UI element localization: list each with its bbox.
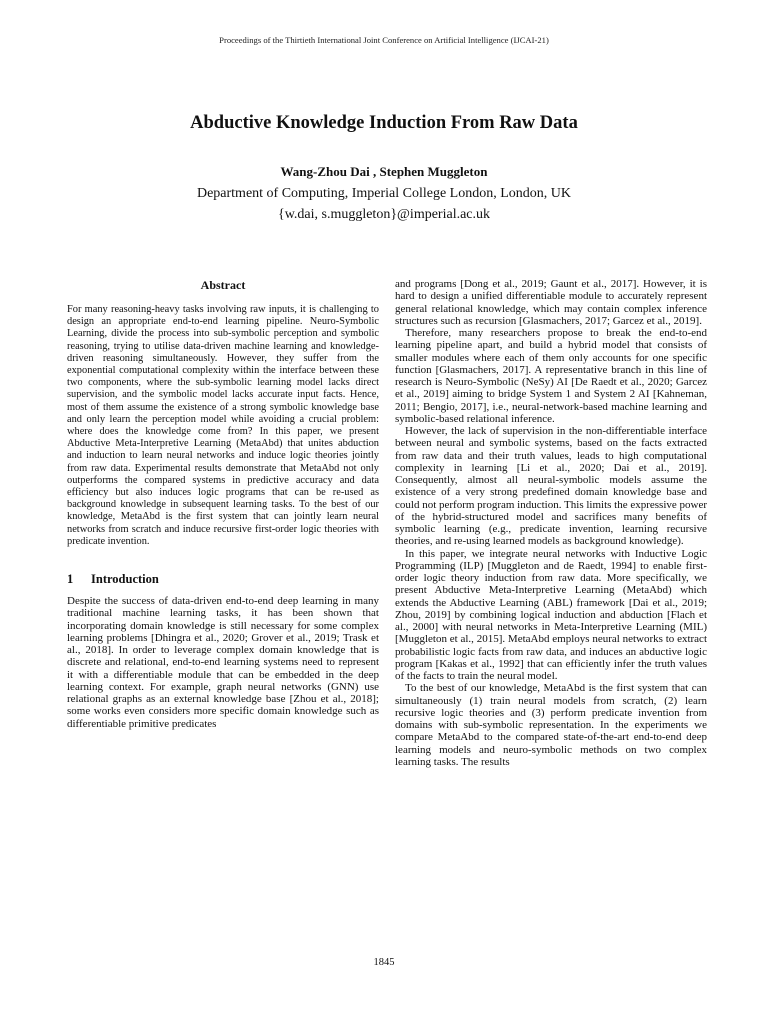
intro-paragraph-5: To the best of our knowledge, MetaAbd is the first system that can simultaneously (1) train neural models from scratch, (2) learn recursive logic theories and (3) perform predicate invention from domains with sub-symbolic representation. In the experiments we compare MetaAbd to the compared state-of-the-art end-to-end deep learning models and neuro-symbolic methods on two complex learning tasks. The results [395, 682, 707, 768]
left-column [67, 278, 379, 730]
paper-title: Abductive Knowledge Induction From Raw Data [190, 113, 578, 133]
page-number: 1845 [373, 957, 395, 968]
section-title: Introduction [91, 572, 159, 587]
section-number: 1 [67, 572, 74, 587]
intro-paragraph-2: Therefore, many researchers propose to break the end-to-end learning pipeline apart, and build a hybrid model that consists of smaller modules where each of them only accounts for one specific function [Glasmachers, 2017]. A representative branch in this line of research is Neuro-Symbolic (NeSy) AI [De Raedt et al., 2020; Garcez et al., 2019] aiming to bridge System 1 and System 2 AI [Kahneman, 2011; Bengio, 2017], i.e., neural-network-based machine learning and symbolic-based relational inference. [395, 327, 707, 425]
right-column [395, 278, 707, 768]
abstract-body: For many reasoning-heavy tasks involving raw inputs, it is challenging to design an appropriate end-to-end learning pipeline. Neuro-Symbolic Learning, divide the process into sub-symbolic perception and symbolic reasoning, trying to utilise data-driven machine learning and knowledge-driven reasoning simultaneously. However, they suffer from the exponential computational complexity within the interface between these two components, where the sub-symbolic learning model lacks direct supervision, and the symbolic model lacks accurate input facts. Hence, most of them assume the existence of a strong symbolic knowledge base and only learn the perception model while avoiding a crucial problem: where does the knowledge come from? In this paper, we present Abductive Meta-Interpretive Learning (MetaAbd) that unites abduction and induction to learn neural networks and induce logic theories jointly from raw data. Experimental results demonstrate that MetaAbd not only outperforms the compared systems in predictive accuracy and data efficiency but also induces logic programs that can be re-used as background knowledge in subsequent learning tasks. To the best of our knowledge, MetaAbd is the first system that can jointly learn neural networks from scratch and induce recursive first-order logic theories with predicate invention. [67, 304, 379, 547]
intro-paragraph-3: However, the lack of supervision in the non-differentiable interface between neural and symbolic systems, based on the facts extracted from raw data and their truth values, leads to high computational complexity in learning [Li et al., 2020; Dai et al., 2019]. Consequently, almost all neural-symbolic models assume the existence of a very strong predefined domain knowledge base and could not perform program induction. This limits the expressive power of the hybrid-structured model and sacrifices many benefits of symbolic learning (e.g., predicate invention, learning recursive theories, and re-using learned models as background knowledge). [395, 425, 708, 548]
running-head: Proceedings of the Thirtieth International Joint Conference on Artificial Intelligence (IJCAI-21) [219, 35, 549, 45]
author-email: {w.dai, s.muggleton}@imperial.ac.uk [277, 207, 491, 222]
section-heading [67, 572, 379, 586]
abstract-heading: Abstract [200, 278, 246, 292]
intro-paragraph-1: Despite the success of data-driven end-to-end deep learning in many traditional machine learning tasks, it has been shown that incorporating domain knowledge is still necessary for some complex learning problems [Dhingra et al., 2020; Grover et al., 2019; Trask et al., 2018]. In order to leverage complex domain knowledge that is discrete and relational, end-to-end learning systems need to represent it with a differentiable module that can be embedded in the deep learning context. For example, graph neural networks (GNN) use relational graphs as an external knowledge base [Zhou et al., 2018]; some works even considers more specific domain knowledge such as differentiable primitive predicates [67, 595, 379, 730]
intro-paragraph-4: In this paper, we integrate neural networks with Inductive Logic Programming (ILP) [Muggleton and de Raedt, 1994] to enable first-order logic theory induction from raw data. More specifically, we present Abductive Meta-Interpretive Learning (MetaAbd) which extends the Abductive Learning (ABL) framework [Dai et al., 2019; Zhou, 2019] by combining logical induction and abduction [Flach et al., 2000] with neural networks in Meta-Interpretive Learning (MIL) [Muggleton et al., 2015]. MetaAbd employs neural networks to extract probabilistic logic facts from raw data, and induces an abductive logic program [Kakas et al., 1992] that can efficiently infer the truth values of the facts to train the neural model. [395, 547, 707, 682]
affiliation: Department of Computing, Imperial College London, London, UK [196, 186, 572, 201]
author-list: Wang-Zhou Dai , Stephen Muggleton [280, 164, 488, 179]
intro-paragraph-continued: and programs [Dong et al., 2019; Gaunt et al., 2017]. However, it is hard to design a unified differentiable module to accurately represent general relational knowledge, which may contain complex inference structures such as recursion [Glasmachers, 2017; Garcez et al., 2019]. [395, 278, 707, 327]
